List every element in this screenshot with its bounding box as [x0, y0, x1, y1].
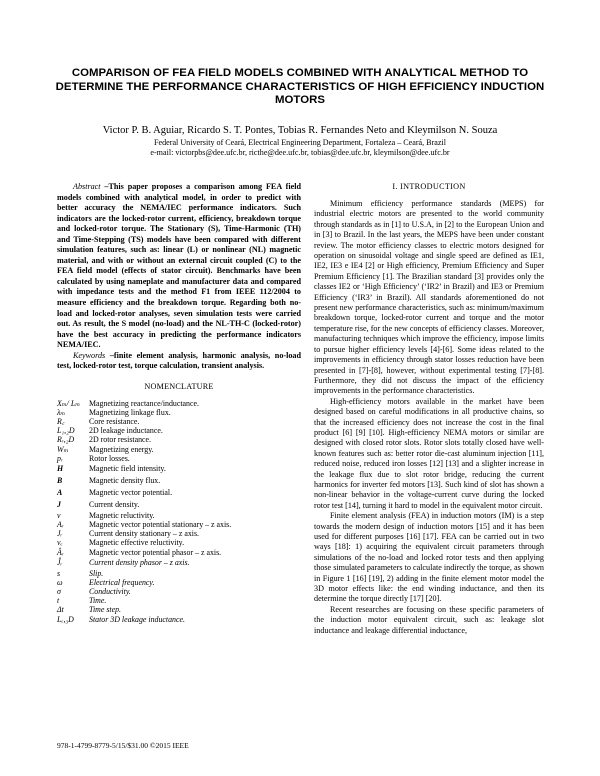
nomenclature-item — [57, 408, 301, 417]
nomenclature-symbol: t — [57, 596, 60, 606]
nomenclature-symbol: Jᵣ — [57, 529, 63, 539]
nomenclature-item — [57, 605, 301, 614]
nomenclature-item — [57, 445, 301, 454]
nomenclature-item — [57, 463, 301, 475]
keywords — [57, 351, 301, 372]
nomenclature-description: Current density stationary – z axis. — [89, 529, 200, 539]
nomenclature-description: Magnetizing reactance/inductance. — [89, 398, 199, 408]
nomenclature-description: Core resistance. — [89, 417, 140, 427]
intro-paragraph: High-efficiency motors available in the market have been designed based on careful modifications in all productive chains, so that the increased efficiency does not increase the cost in the final product [6] [9] [10]. High-efficiency NEMA motors or similar are designed with closed rotor slots. Rotor slots totally closed have well-known features such as: better rotor die-cast aluminum injection [11], reduced noise, reduced iron losses [12] [13] and a slighter increase in the leakage flux due to slot rotor bridge, reducing the current harmonics for inverter fed motors [13]. Such kind of slot has shown a non-linear behavior in the voltage-current curve during the locked rotor test [14], turning it hard to model in the equivalent motor circuit. — [314, 396, 544, 510]
nomenclature-heading: NOMENCLATURE — [144, 381, 214, 391]
nomenclature-item — [57, 499, 301, 511]
keywords-label: Keywords — [73, 350, 106, 360]
nomenclature-symbol: σ — [57, 587, 61, 597]
nomenclature-symbol: B — [57, 476, 63, 486]
nomenclature-description: Magnetic field intensity. — [89, 464, 166, 474]
nomenclature-description: Current density phasor – z axis. — [89, 558, 190, 568]
nomenclature-item — [57, 538, 301, 547]
nomenclature-description: 2D rotor resistance. — [89, 435, 152, 445]
nomenclature-symbol: s — [57, 568, 61, 578]
nomenclature-symbol: Wₘ — [57, 444, 69, 454]
nomenclature-symbol: R꜀ — [57, 417, 65, 427]
nomenclature-description: Magnetic vector potential phasor – z axis. — [89, 547, 222, 557]
nomenclature-symbol: L₁,₂D — [57, 426, 75, 436]
nomenclature-description: Magnetizing linkage flux. — [89, 408, 171, 417]
nomenclature-symbol: Xₘ/ Lₘ — [57, 398, 81, 408]
nomenclature-symbol: νₑ — [57, 538, 63, 548]
right-column — [314, 182, 544, 636]
nomenclature-item — [57, 529, 301, 538]
left-column — [57, 182, 301, 624]
nomenclature-item — [57, 417, 301, 426]
nomenclature-symbol: ω — [57, 577, 63, 587]
nomenclature-list — [57, 399, 301, 624]
nomenclature-item — [57, 615, 301, 624]
nomenclature-symbol: pᵣ — [57, 453, 63, 463]
email-list: e-mail: victorpbs@dee.ufc.br, ricthe@dee.ufc.br, tobias@dee.ufc.br, kleymilson@dee.ufc.br — [150, 148, 450, 157]
affiliation-text: Federal University of Ceará, Electrical Engineering Department, Fortaleza – Ceará, Brazil — [154, 138, 446, 147]
nomenclature-description: Time step. — [89, 605, 122, 615]
nomenclature-item — [57, 426, 301, 435]
keywords-text: –finite element analysis, harmonic analysis, no-load test, locked-rotor test, torque calculation, transient analysis. — [57, 350, 301, 371]
intro-paragraph: Recent researches are focusing on these specific parameters of the induction motor equivalent circuit, such as: leakage slot inductance and leakage differential inductance, — [314, 604, 544, 635]
nomenclature-item — [57, 578, 301, 587]
abstract-text: –This paper proposes a comparison among FEA field models combined with analytical model, in order to predict with better accuracy the NEMA/IEC performance indicators. Such indicators are the locked-rotor current, efficiency, breakdown torque and locked-rotor torque. The Stationary (S), Time-Harmonic (TH) and Time-Stepping (TS) models have been compared with different simulation features, such as: linear (L) or nonlinear (NL) magnetic material, and with or without an external circuit coupled (C) to the FEA field model (effects of stator circuit). Benchmarks have been calculated by using nameplate and manufacturer data and compared with impedance tests and the method F1 from IEEE 112/2004 to measure efficiency and the breakdown torque. Regarding both no-load and locked-rotor analyses, seven simulation tests were carried out. As result, the S model (no-load) and the NL-TH-C (locked-rotor) have the best accuracy in predicting the performance indicators NEMA/IEC. — [57, 182, 301, 350]
nomenclature-description: Time. — [89, 596, 107, 606]
affiliation-block — [40, 138, 560, 158]
author-list: Victor P. B. Aguiar, Ricardo S. T. Pontes, Tobias R. Fernandes Neto and Kleymilson N. Souza — [102, 125, 498, 136]
nomenclature-description: Magnetic reluctivity. — [89, 510, 155, 520]
nomenclature-item — [57, 548, 301, 557]
nomenclature-item — [57, 520, 301, 529]
nomenclature-description: Electrical frequency. — [89, 577, 155, 587]
nomenclature-item — [57, 557, 301, 569]
nomenclature-description: Stator 3D leakage inductance. — [89, 614, 185, 624]
paper-title: COMPARISON OF FEA FIELD MODELS COMBINED WITH ANALYTICAL METHOD TO DETERMINE THE PERFORMANCE CHARACTERISTICS OF HIGH EFFICIENCY INDUCTION MOTORS — [55, 67, 545, 107]
nomenclature-symbol: Δt — [57, 605, 64, 615]
section-heading-introduction: I. INTRODUCTION — [392, 182, 466, 191]
nomenclature-description: Rotor losses. — [89, 453, 130, 463]
nomenclature-description: Magnetic vector potential. — [89, 488, 173, 498]
nomenclature-item — [57, 569, 301, 578]
nomenclature-description: Current density. — [89, 500, 140, 510]
intro-paragraph: Finite element analysis (FEA) in induction motors (IM) is a step towards the modern design of induction motors [15] and it has been used for different purposes [16] [17]. FEA can be carried out in two ways [18]: 1) acquiring the equivalent circuit parameters through simulations of the no-load and locked rotor tests and then applying those simulated parameters to calculate indirectly the torque, as shown in Figure 1 [16] [19], 2) adding in the finite element motor model the 3D motor effects like: the end winding inductance, and then its determine the torque directly [17] [20]. — [314, 511, 544, 604]
nomenclature-item — [57, 587, 301, 596]
nomenclature-item — [57, 435, 301, 444]
nomenclature-item — [57, 511, 301, 520]
nomenclature-description: Slip. — [89, 568, 104, 578]
copyright-footer: 978-1-4799-8779-5/15/$31.00 ©2015 IEEE — [57, 741, 189, 750]
nomenclature-symbol: Ĵᵣ — [57, 558, 63, 568]
nomenclature-description: Magnetizing energy. — [89, 444, 154, 454]
nomenclature-description: Conductivity. — [89, 587, 131, 597]
nomenclature-description: Magnetic vector potential stationary – z axis. — [89, 520, 232, 530]
abstract — [57, 182, 301, 351]
intro-paragraph: Minimum efficiency performance standards (MEPS) for industrial electric motors are presented to the world community through standards as in [1] to U.S.A, in [2] to the European Union and in [3] to Brazil. In the last years, the MEPS have been under constant review. The motor efficiency classes to electric motors designed for operation on sinusoidal voltage and single speed are defined as IE1, IE2, IE3 e IE4 [2] or High efficiency, Premium Efficiency and Super Premium Efficiency [1]. The Brazilian standard [3] provides only the classes IE2 or ‘High Efficiency’ (‘IR2’ in Brazil) and IE3 or Premium Efficiency (‘IR3’ in Brazil). All standards aforementioned do not present new performance characteristics, such as: minimum/maximum breakdown torque, locked-rotor current and torque and the motor temperature rise, for the new concepts of efficiency classes. Moreover, manufacturing techniques which improve the efficiency, impose limits to pursue higher efficiency levels [4]-[6]. Some ideas related to the improvements in efficiency through stator losses reduction have been presented in [7]-[8], however, without experimental testing [7]-[8]. Furthermore, they did not discuss the impact of the efficiency improvements in the performance characteristics. — [314, 199, 544, 396]
nomenclature-symbol: J — [57, 500, 61, 510]
nomenclature-symbol: Lₑ,₃D — [57, 614, 74, 624]
nomenclature-item — [57, 596, 301, 605]
nomenclature-item — [57, 487, 301, 499]
nomenclature-description: 2D leakage inductance. — [89, 426, 163, 436]
nomenclature-symbol: A — [57, 488, 63, 498]
nomenclature-item — [57, 475, 301, 487]
nomenclature-symbol: λₘ — [57, 408, 66, 417]
nomenclature-description: Magnetic density flux. — [89, 476, 161, 486]
nomenclature-item — [57, 454, 301, 463]
nomenclature-symbol: Aᵣ — [57, 520, 64, 530]
nomenclature-symbol: ν — [57, 510, 61, 520]
nomenclature-symbol: H — [57, 464, 64, 474]
nomenclature-item — [57, 399, 301, 408]
abstract-label: Abstract — [73, 182, 101, 191]
nomenclature-symbol: Rᵣ,₂D — [57, 435, 75, 445]
nomenclature-description: Magnetic effective reluctivity. — [89, 538, 185, 548]
nomenclature-symbol: Âᵣ — [57, 547, 64, 557]
